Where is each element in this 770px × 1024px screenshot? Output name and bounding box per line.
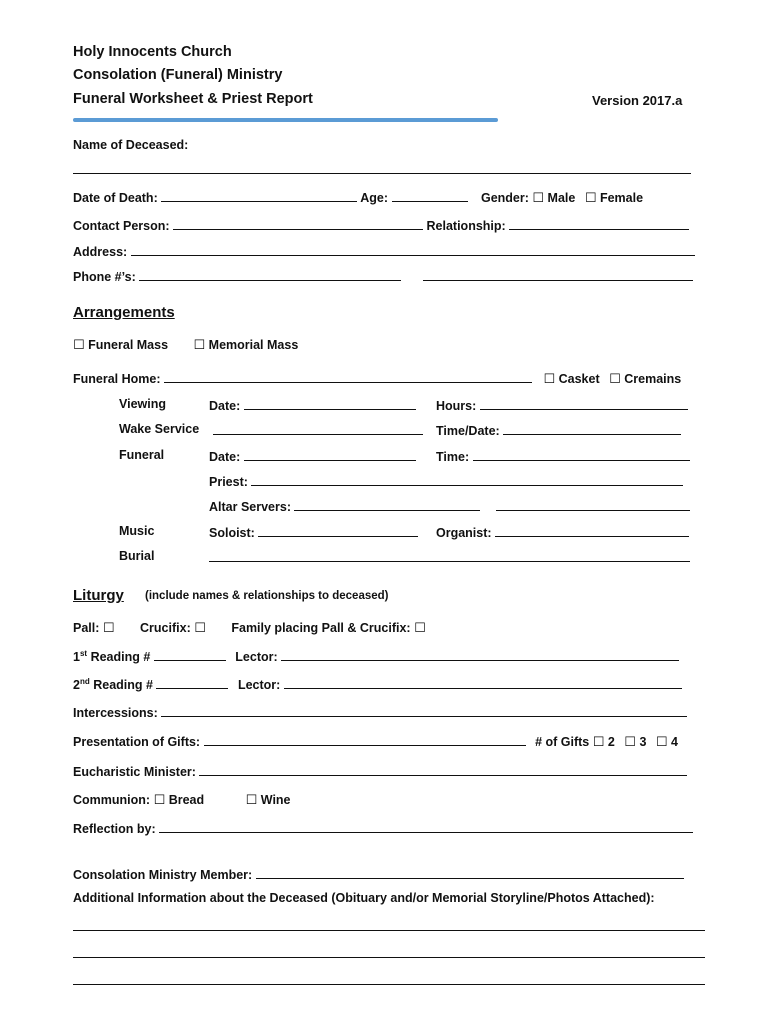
gifts-3-label: 3 xyxy=(639,735,647,749)
memorial-mass-label: Memorial Mass xyxy=(208,338,299,352)
ministry-member-row xyxy=(73,866,684,882)
altar-servers-row xyxy=(209,498,690,514)
name-of-deceased-label: Name of Deceased: xyxy=(73,138,189,152)
female-label: Female xyxy=(599,191,644,205)
phone-label: Phone #’s: xyxy=(73,270,136,284)
arrangements-heading: Arrangements xyxy=(73,304,175,321)
date-of-death-row xyxy=(73,189,643,206)
wake-time-row xyxy=(436,422,681,438)
burial-field[interactable] xyxy=(209,549,690,562)
ministry-member-field[interactable] xyxy=(256,866,684,879)
first-reading-field[interactable] xyxy=(154,648,226,661)
priest-row xyxy=(209,473,683,489)
crucifix-label: Crucifix: xyxy=(140,621,191,635)
presentation-of-gifts-label: Presentation of Gifts: xyxy=(73,735,201,749)
organist-row xyxy=(436,524,689,540)
burial-label: Burial xyxy=(119,549,155,563)
wake-service-field-wrap xyxy=(213,422,423,438)
phone-field-1[interactable] xyxy=(139,268,401,281)
second-reading-field[interactable] xyxy=(156,676,228,689)
organist-field[interactable] xyxy=(495,524,689,537)
age-field[interactable] xyxy=(392,189,468,202)
viewing-hours-field[interactable] xyxy=(480,397,688,410)
wake-time-date-field[interactable] xyxy=(503,422,681,435)
burial-field-wrap xyxy=(209,549,690,565)
second-reading-sup: nd xyxy=(79,676,90,686)
male-label: Male xyxy=(547,191,576,205)
viewing-hours-label: Hours: xyxy=(436,399,477,413)
funeral-time-label: Time: xyxy=(436,450,470,464)
address-label: Address: xyxy=(73,245,128,259)
gifts-2-checkbox[interactable]: ☐ xyxy=(592,734,605,749)
funeral-date-label: Date: xyxy=(209,450,241,464)
second-reading-label: Reading # xyxy=(93,678,153,692)
female-checkbox[interactable]: ☐ xyxy=(584,190,597,205)
altar-servers-field-2[interactable] xyxy=(496,498,690,511)
additional-info-label: Additional Information about the Deceased (Obituary and/or Memorial Storyline/Photos Attached): xyxy=(73,891,655,905)
age-label: Age: xyxy=(360,191,389,205)
viewing-date-label: Date: xyxy=(209,399,241,413)
male-checkbox[interactable]: ☐ xyxy=(532,190,545,205)
bread-label: Bread xyxy=(168,793,205,807)
viewing-label: Viewing xyxy=(119,397,167,411)
contact-person-label: Contact Person: xyxy=(73,219,170,233)
communion-row xyxy=(73,792,291,808)
viewing-hours-row xyxy=(436,397,688,413)
eucharistic-minister-label: Eucharistic Minister: xyxy=(73,765,196,779)
additional-info-line-2[interactable] xyxy=(73,957,705,958)
first-reading-num: 1 xyxy=(73,650,80,664)
funeral-home-label: Funeral Home: xyxy=(73,372,161,386)
presentation-of-gifts-field[interactable] xyxy=(204,733,526,746)
crucifix-checkbox[interactable]: ☐ xyxy=(194,620,206,635)
funeral-mass-label: Funeral Mass xyxy=(88,338,169,352)
gifts-3-checkbox[interactable]: ☐ xyxy=(624,734,636,749)
mass-type-row xyxy=(73,337,298,353)
first-reading-label: Reading # xyxy=(90,650,151,664)
phone-row xyxy=(73,268,693,284)
gifts-4-label: 4 xyxy=(671,735,678,749)
funeral-label: Funeral xyxy=(119,448,165,462)
altar-servers-label: Altar Servers: xyxy=(209,500,291,514)
name-of-deceased-field[interactable] xyxy=(73,173,691,174)
num-gifts-label: # of Gifts xyxy=(535,735,590,749)
intercessions-label: Intercessions: xyxy=(73,706,158,720)
priest-label: Priest: xyxy=(209,475,248,489)
family-placing-label: Family placing Pall & Crucifix: xyxy=(231,621,411,635)
bread-checkbox[interactable]: ☐ xyxy=(153,792,166,807)
reflection-field[interactable] xyxy=(159,820,693,833)
reflection-label: Reflection by: xyxy=(73,822,156,836)
viewing-date-row xyxy=(209,397,416,413)
intercessions-row xyxy=(73,704,687,720)
funeral-date-field[interactable] xyxy=(244,448,416,461)
casket-label: Casket xyxy=(558,372,600,386)
gifts-row xyxy=(73,733,678,750)
liturgy-heading: Liturgy xyxy=(73,587,124,604)
contact-row xyxy=(73,217,689,233)
liturgy-note: (include names & relationships to deceased) xyxy=(145,590,389,602)
contact-person-field[interactable] xyxy=(173,217,423,230)
intercessions-field[interactable] xyxy=(161,704,687,717)
ministry-name: Consolation (Funeral) Ministry xyxy=(73,67,283,83)
memorial-mass-checkbox[interactable]: ☐ xyxy=(193,337,206,352)
gifts-4-checkbox[interactable]: ☐ xyxy=(655,734,668,749)
phone-field-2[interactable] xyxy=(423,268,693,281)
first-lector-label: Lector: xyxy=(235,650,278,664)
funeral-time-row xyxy=(436,448,690,464)
gifts-2-label: 2 xyxy=(607,735,615,749)
music-label: Music xyxy=(119,524,155,538)
organist-label: Organist: xyxy=(436,526,492,540)
date-of-death-field[interactable] xyxy=(161,189,357,202)
funeral-mass-checkbox[interactable]: ☐ xyxy=(73,337,85,352)
wake-service-field[interactable] xyxy=(213,422,423,435)
first-lector-field[interactable] xyxy=(281,648,679,661)
gender-label: Gender: xyxy=(480,191,529,205)
family-placing-checkbox[interactable]: ☐ xyxy=(414,620,426,635)
viewing-date-field[interactable] xyxy=(244,397,416,410)
funeral-date-row xyxy=(209,448,416,464)
communion-label: Communion: xyxy=(73,793,151,807)
altar-servers-field-1[interactable] xyxy=(294,498,480,511)
first-reading-row xyxy=(73,648,679,664)
address-row xyxy=(73,243,695,259)
priest-field[interactable] xyxy=(251,473,683,486)
pall-crucifix-row xyxy=(73,620,426,636)
form-title: Funeral Worksheet & Priest Report xyxy=(73,91,313,107)
eucharistic-row xyxy=(73,763,687,779)
cremains-label: Cremains xyxy=(624,372,682,386)
reflection-row xyxy=(73,820,693,836)
relationship-label: Relationship: xyxy=(426,219,506,233)
church-name: Holy Innocents Church xyxy=(73,44,232,60)
second-lector-field[interactable] xyxy=(284,676,682,689)
additional-info-line-3[interactable] xyxy=(73,984,705,985)
date-of-death-label: Date of Death: xyxy=(73,191,158,205)
second-lector-label: Lector: xyxy=(237,678,281,692)
wine-checkbox[interactable]: ☐ xyxy=(245,792,258,807)
wake-time-date-label: Time/Date: xyxy=(436,424,500,438)
wine-label: Wine xyxy=(260,793,291,807)
version-label: Version 2017.a xyxy=(592,93,683,108)
funeral-home-field[interactable] xyxy=(164,370,532,383)
address-field[interactable] xyxy=(131,243,695,256)
cremains-checkbox[interactable]: ☐ xyxy=(609,371,621,386)
pall-checkbox[interactable]: ☐ xyxy=(102,620,115,635)
soloist-row xyxy=(209,524,418,540)
funeral-time-field[interactable] xyxy=(473,448,690,461)
casket-checkbox[interactable]: ☐ xyxy=(543,371,556,386)
second-reading-row xyxy=(73,676,682,692)
pall-label: Pall: xyxy=(73,621,100,635)
second-reading-num: 2 xyxy=(73,678,80,692)
first-reading-sup: st xyxy=(79,648,88,658)
ministry-member-label: Consolation Ministry Member: xyxy=(73,868,253,882)
header-divider xyxy=(73,118,498,122)
soloist-field[interactable] xyxy=(258,524,418,537)
wake-service-label: Wake Service xyxy=(119,422,200,436)
additional-info-line-1[interactable] xyxy=(73,930,705,931)
soloist-label: Soloist: xyxy=(209,526,255,540)
eucharistic-minister-field[interactable] xyxy=(199,763,687,776)
relationship-field[interactable] xyxy=(509,217,689,230)
funeral-home-row xyxy=(73,370,681,387)
